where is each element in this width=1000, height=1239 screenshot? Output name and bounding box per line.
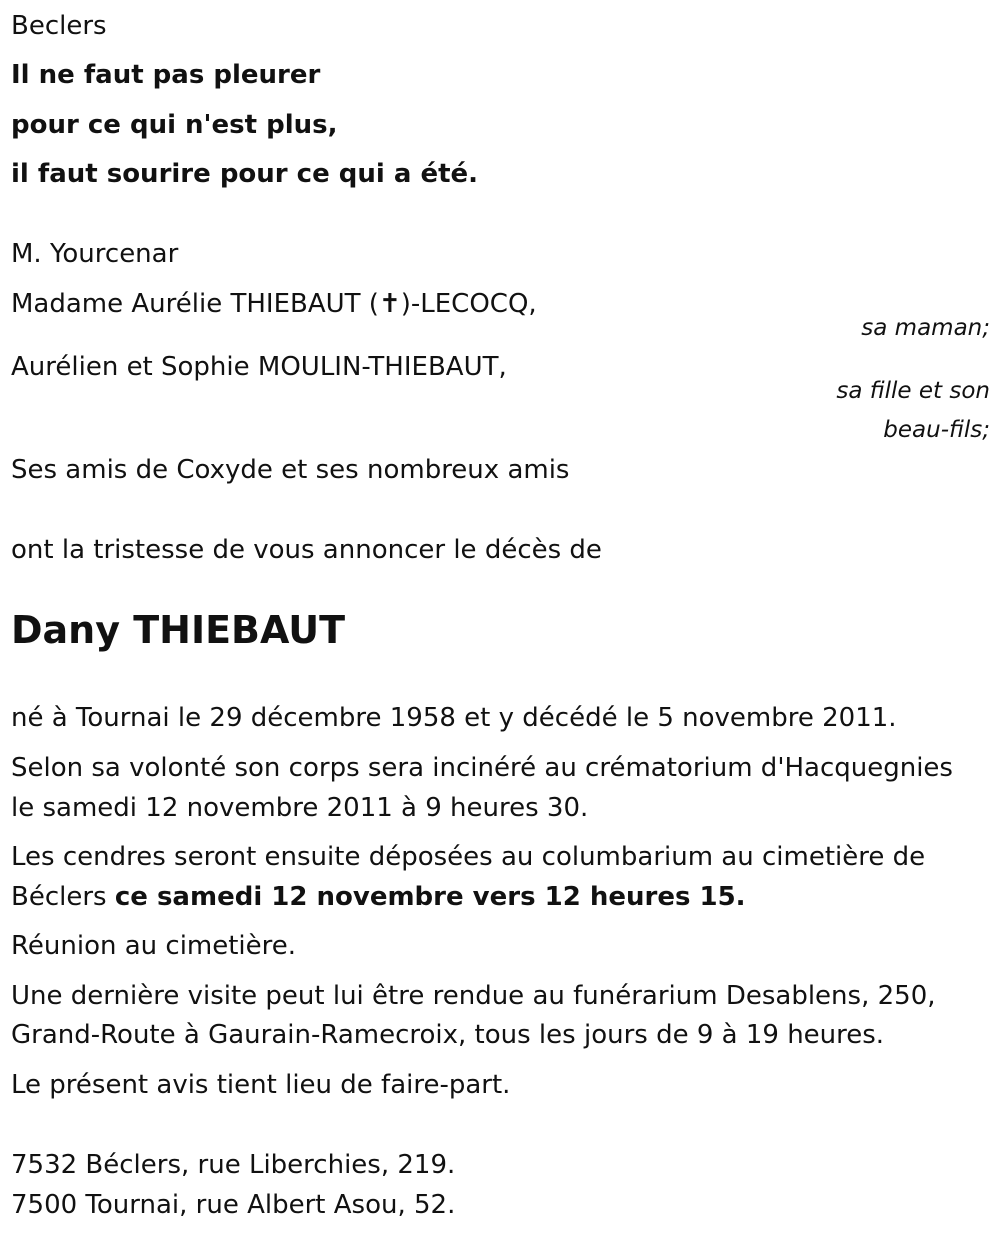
cremation-line-2: le samedi 12 novembre 2011 à 9 heures 30. <box>11 793 589 823</box>
ashes-line-2 <box>11 877 746 917</box>
quote-author: M. Yourcenar <box>11 239 179 269</box>
ashes-place: Béclers <box>11 882 115 912</box>
quote-line-2: pour ce qui n'est plus, <box>11 110 338 140</box>
quote-line-1: Il ne faut pas pleurer <box>11 60 321 90</box>
place-heading: Beclers <box>11 11 107 41</box>
mother-name: Madame Aurélie THIEBAUT (✝)-LECOCQ, <box>11 289 537 319</box>
daughter-name: Aurélien et Sophie MOULIN-THIEBAUT, <box>11 352 507 382</box>
visit-line-1: Une dernière visite peut lui être rendue au funérarium Desablens, 250, <box>11 981 936 1011</box>
cremation-line-1: Selon sa volonté son corps sera incinéré au crématorium d'Hacquegnies <box>11 753 953 783</box>
ashes-date-time: ce samedi 12 novembre vers 12 heures 15. <box>114 882 746 912</box>
deceased-name: Dany THIEBAUT <box>11 608 346 652</box>
quote-line-3: il faut sourire pour ce qui a été. <box>11 159 479 189</box>
birth-death-line: né à Tournai le 29 décembre 1958 et y décédé le 5 novembre 2011. <box>11 703 897 733</box>
mother-relation: sa maman; <box>861 315 990 341</box>
daughter-relation-line-2: beau-fils; <box>883 417 990 443</box>
ashes-line-1: Les cendres seront ensuite déposées au columbarium au cimetière de <box>11 842 926 872</box>
announcement-line: ont la tristesse de vous annoncer le décès de <box>11 535 602 565</box>
visit-line-2: Grand-Route à Gaurain-Ramecroix, tous les jours de 9 à 19 heures. <box>11 1020 885 1050</box>
meeting-line: Réunion au cimetière. <box>11 931 297 961</box>
daughter-relation-line-1: sa fille et son <box>836 378 990 404</box>
address-2: 7500 Tournai, rue Albert Asou, 52. <box>11 1190 456 1220</box>
friends-line: Ses amis de Coxyde et ses nombreux amis <box>11 455 570 485</box>
notice-line: Le présent avis tient lieu de faire-part. <box>11 1070 511 1100</box>
address-1: 7532 Béclers, rue Liberchies, 219. <box>11 1150 456 1180</box>
